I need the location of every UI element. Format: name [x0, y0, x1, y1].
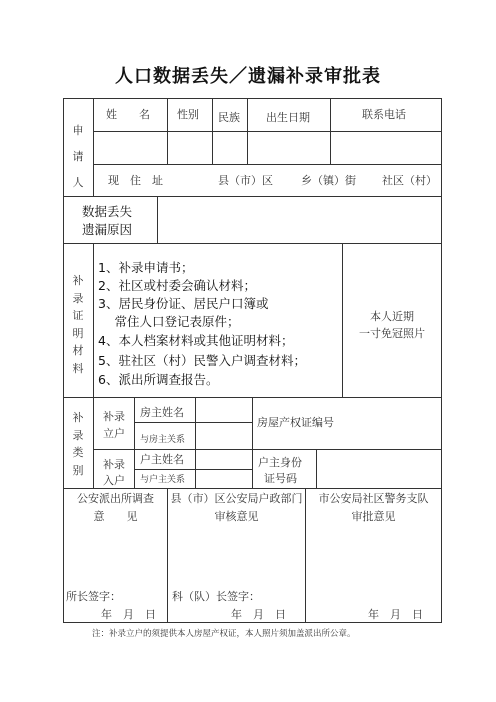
material-item: 2、社区或村委会确认材料；	[98, 278, 256, 293]
police-station-opinion-line-2: 意 见	[93, 510, 138, 523]
grid-line	[93, 449, 442, 450]
category-side-label: 补录类别	[72, 411, 84, 477]
table-border-top	[63, 98, 442, 99]
date-field-city: 年 月 日	[368, 608, 423, 621]
property-cert-label: 房屋产权证编号	[257, 416, 334, 429]
material-item: 3、居民身份证、居民户口簿或	[98, 296, 269, 311]
chief-signature-label: 所长签字：	[66, 590, 121, 603]
grid-line	[134, 397, 135, 488]
head-relation-label: 与房主关系	[140, 435, 186, 445]
date-field-police: 年 月 日	[101, 608, 156, 621]
grid-line	[134, 469, 252, 470]
materials-side-label: 补录证明材料	[72, 274, 84, 375]
form-footnote: 注：补录立户的须提供本人房屋产权证，本人照片须加盖派出所公章。	[92, 629, 356, 639]
grid-line	[316, 449, 317, 488]
household-label-line-1: 补录	[103, 410, 125, 423]
community-label: 社区（村）	[382, 174, 437, 187]
bureau-opinion-line-2: 审核意见	[214, 510, 259, 523]
grid-line	[93, 131, 442, 132]
table-border-right	[441, 98, 442, 622]
grid-line	[134, 422, 252, 423]
material-item: 4、本人档案材料或其他证明材料；	[98, 333, 294, 348]
applicant-side-label: 申请人	[72, 124, 84, 189]
grid-line	[195, 397, 196, 488]
police-station-opinion-line-1: 公安派出所调查	[77, 492, 154, 505]
grid-line	[330, 98, 331, 164]
reason-label-line-2: 遗漏原因	[82, 222, 133, 237]
photo-placeholder-line-2: 一寸免冠照片	[359, 327, 425, 340]
material-item: 6、派出所调查报告。	[98, 372, 219, 387]
captain-signature-label: 科（队）长签字：	[172, 590, 260, 603]
county-label: 县（市）区	[218, 174, 273, 187]
gender-label: 性别	[177, 108, 199, 121]
grid-line	[157, 196, 158, 243]
table-border-bottom	[63, 622, 442, 623]
address-label: 现 住 址	[108, 174, 163, 187]
material-item: 1、补录申请书；	[98, 260, 194, 275]
grid-line	[93, 98, 94, 196]
grid-line	[167, 98, 168, 164]
phone-label: 联系电话	[362, 108, 406, 121]
holder-name-label: 户主姓名	[140, 453, 184, 466]
grid-line	[252, 397, 253, 488]
city-opinion-line-1: 市公安局社区警务支队	[318, 492, 429, 505]
holder-relation-label: 与户主关系	[140, 475, 186, 485]
photo-placeholder-line-1: 本人近期	[370, 310, 414, 323]
grid-line	[212, 98, 213, 164]
grid-line	[63, 488, 442, 489]
holder-id-label-line-1: 户主身份	[258, 456, 302, 469]
grid-line	[167, 488, 168, 622]
grid-line	[247, 98, 248, 164]
birth-date-label: 出生日期	[266, 111, 310, 124]
reason-label-line-1: 数据丢失	[82, 204, 133, 219]
grid-line	[93, 164, 442, 165]
join-label-line-1: 补录	[103, 458, 125, 471]
grid-line	[63, 196, 442, 197]
grid-line	[63, 243, 442, 244]
household-label-line-2: 立户	[103, 427, 125, 440]
bureau-opinion-line-1: 县（市）区公安局户政部门	[170, 492, 303, 505]
name-label: 姓 名	[106, 108, 150, 121]
material-item: 5、驻社区（村）民警入户调查材料；	[98, 353, 306, 368]
form-title: 人口数据丢失／遗漏补录审批表	[115, 66, 381, 87]
holder-id-label-line-2: 证号码	[264, 472, 297, 485]
ethnicity-label: 民族	[218, 111, 240, 124]
town-label: 乡（镇）街	[301, 174, 356, 187]
grid-line	[93, 243, 94, 488]
head-name-label: 房主姓名	[140, 406, 184, 419]
date-field-bureau: 年 月 日	[231, 608, 286, 621]
grid-line	[305, 488, 306, 622]
material-item: 常住人口登记表原件；	[98, 314, 240, 329]
join-label-line-2: 入户	[103, 474, 125, 487]
table-border-left	[63, 98, 64, 622]
city-opinion-line-2: 审批意见	[351, 510, 396, 523]
